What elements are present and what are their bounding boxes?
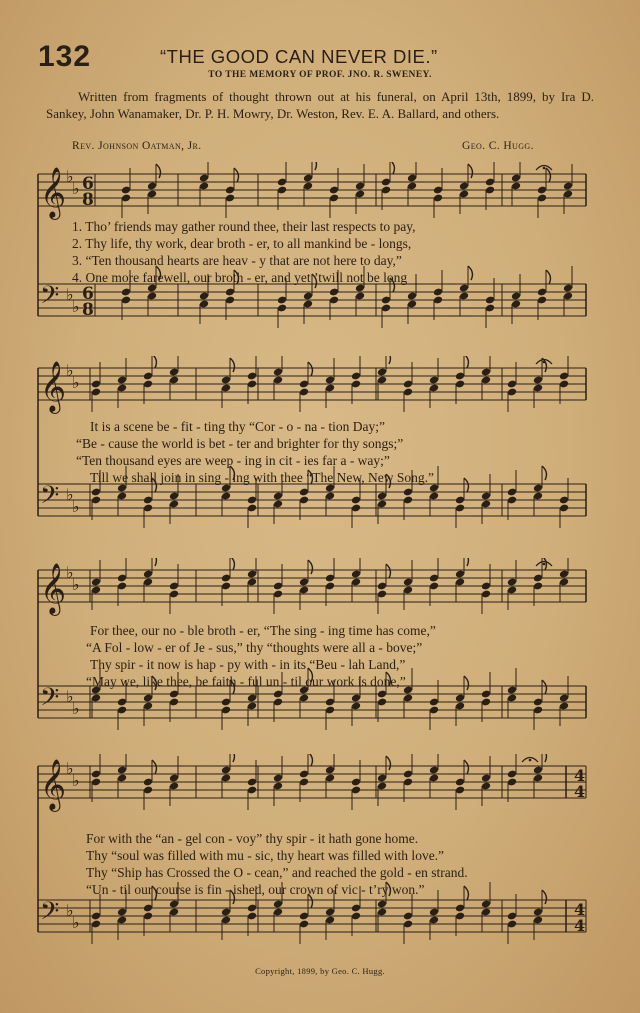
- note-flag: [542, 754, 546, 762]
- note-flag: [542, 680, 546, 694]
- lyric-line: 2. Thy life, thy work, dear broth - er, to all mankind be - longs,: [72, 236, 412, 251]
- flat-icon: ♭: [72, 913, 80, 932]
- time-signature-top: 6: [82, 174, 94, 194]
- time-signature-top: 4: [574, 766, 586, 785]
- fermata-dot: [543, 563, 546, 566]
- hymn-number: 132: [38, 40, 92, 73]
- time-signature-top: 4: [574, 900, 586, 919]
- flat-icon: ♭: [72, 297, 80, 316]
- lyric-line: 1. Tho’ friends may gather round thee, their last respects to pay,: [72, 219, 416, 234]
- treble-clef-icon: 𝄞: [40, 759, 67, 810]
- origin-note: Written from fragments of thought thrown out at his funeral, on April 13th, 1899, by Ira D. Sankey, John Wanamaker, Dr. P. H. Mowry, Dr. Weston, Rev. E. A. Ballard, and others.: [46, 89, 594, 121]
- time-signature-bottom: 4: [574, 916, 586, 935]
- lyric-line: Thy spir - it now is hap - py with - in its “Beu - lah Land,”: [90, 657, 406, 672]
- treble-clef-icon: 𝄞: [40, 563, 67, 614]
- treble-clef-icon: 𝄞: [40, 167, 67, 218]
- lyric-line: “Ten thousand eyes are weep - ing in cit - ies far a - way;”: [76, 453, 390, 468]
- flat-icon: ♭: [66, 901, 74, 920]
- flat-icon: ♭: [72, 771, 80, 790]
- copyright-notice: Copyright, 1899, by Geo. C. Hugg.: [255, 966, 385, 976]
- note-flag: [230, 558, 234, 570]
- treble-clef-icon: 𝄞: [40, 361, 67, 412]
- note-flag: [546, 270, 550, 284]
- flat-icon: ♭: [66, 563, 74, 582]
- note-flag: [308, 560, 312, 574]
- note-flag: [464, 558, 468, 566]
- lyric-line: For thee, our no - ble broth - er, “The sing - ing time has come,”: [90, 623, 436, 638]
- flat-icon: ♭: [66, 687, 74, 706]
- note-flag: [230, 754, 234, 762]
- note-flag: [152, 760, 156, 774]
- note-flag: [152, 356, 156, 368]
- note-flag: [390, 162, 394, 174]
- hymn-title: “THE GOOD CAN NEVER DIE.”: [160, 46, 438, 67]
- lyric-line: “May we, like thee, be faith - ful un - til our work is done,”: [86, 674, 406, 689]
- note-flag: [542, 466, 546, 480]
- lyric-line: Till we shall join in sing - ing with thee “The New, New Song.”: [90, 470, 434, 485]
- note-flag: [386, 564, 390, 578]
- note-flag: [386, 756, 390, 770]
- note-flag: [308, 362, 312, 376]
- note-flag: [312, 162, 316, 170]
- lyric-line: Thy “soul was filled with mu - sic, thy heart was filled with love.”: [86, 848, 445, 863]
- flat-icon: ♭: [72, 699, 80, 718]
- note-flag: [308, 754, 312, 766]
- bass-clef-icon: 𝄢: [40, 897, 60, 932]
- lyric-line: 3. “Ten thousand hearts are heav - y that are not here to day,”: [72, 253, 402, 268]
- lyric-line: “Be - cause the world is bet - ter and brighter for thy songs;”: [76, 436, 404, 451]
- note-flag: [464, 676, 468, 690]
- fermata-dot: [543, 167, 546, 170]
- lyric-line: Thy “Ship has Crossed the O - cean,” and reached the gold - en strand.: [86, 865, 468, 880]
- bass-clef-icon: 𝄢: [40, 481, 60, 516]
- author-credit: Rev. Johnson Oatman, Jr.: [72, 140, 202, 152]
- note-flag: [542, 890, 546, 904]
- time-signature-bottom: 8: [82, 190, 94, 210]
- time-signature-bottom: 8: [82, 300, 94, 320]
- flat-icon: ♭: [72, 179, 80, 198]
- fermata-dot: [529, 759, 532, 762]
- lyric-line: It is a scene be - fit - ting thy “Cor - o - na - tion Day;”: [90, 419, 386, 434]
- note-flag: [464, 886, 468, 900]
- note-flag: [156, 164, 160, 178]
- time-signature-top: 6: [82, 284, 94, 304]
- lyric-line: For with the “an - gel con - voy” thy spir - it hath gone home.: [86, 831, 419, 846]
- flat-icon: ♭: [72, 497, 80, 516]
- dedication: TO THE MEMORY OF PROF. JNO. R. SWENEY.: [208, 70, 432, 80]
- time-signature-bottom: 4: [574, 782, 586, 801]
- lyric-line: “A Fol - low - er of Je - sus,” thy “thoughts were all a - bove;”: [86, 640, 423, 655]
- lyric-line: “Un - til our course is fin - ished, our crown of vic - t’ry won.”: [86, 882, 425, 897]
- flat-icon: ♭: [72, 373, 80, 392]
- note-flag: [234, 168, 238, 182]
- composer-credit: Geo. C. Hugg.: [462, 140, 534, 152]
- fermata-dot: [543, 361, 546, 364]
- bass-clef-icon: 𝄢: [40, 281, 60, 316]
- flat-icon: ♭: [72, 575, 80, 594]
- bass-clef-icon: 𝄢: [40, 683, 60, 718]
- flat-icon: ♭: [66, 485, 74, 504]
- note-flag: [464, 478, 468, 492]
- flat-icon: ♭: [66, 759, 74, 778]
- note-flag: [386, 356, 390, 364]
- note-flag: [464, 356, 468, 368]
- note-flag: [468, 266, 472, 280]
- note-flag: [546, 168, 550, 182]
- note-flag: [230, 358, 234, 372]
- flat-icon: ♭: [66, 285, 74, 304]
- flat-icon: ♭: [66, 361, 74, 380]
- note-flag: [464, 760, 468, 774]
- flat-icon: ♭: [66, 167, 74, 186]
- lyric-line: 4. One more farewell, our broth - er, and yet ’twill not be long: [72, 270, 408, 285]
- note-flag: [152, 558, 156, 566]
- note-flag: [468, 164, 472, 178]
